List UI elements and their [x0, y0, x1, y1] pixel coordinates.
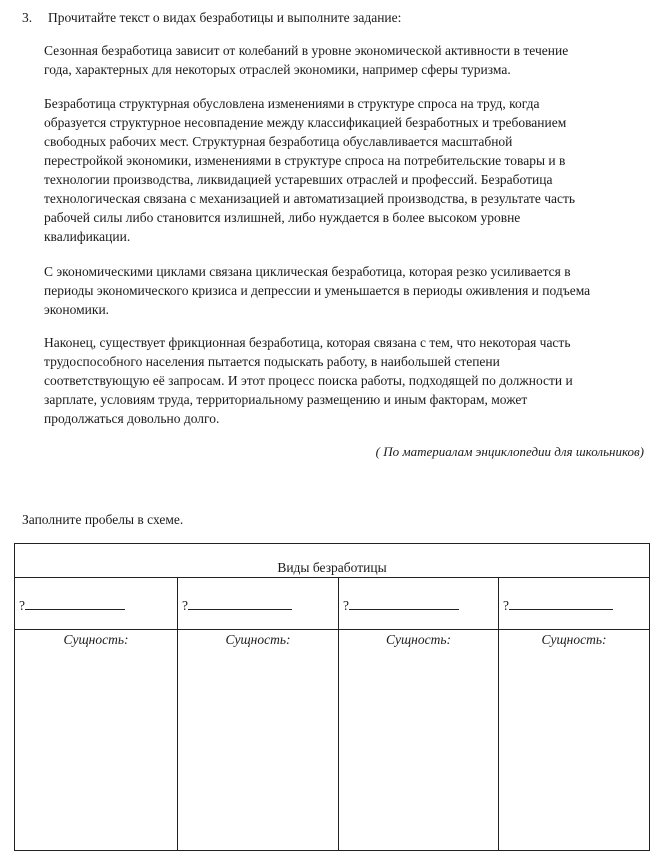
instruction-text: Заполните пробелы в схеме.	[22, 512, 184, 527]
paragraph-line: трудоспособного населения пытается подыскать работу, в наибольшей степени	[44, 354, 500, 369]
paragraph-line: Безработица структурная обусловлена изменениями в структуре спроса на труд, когда	[44, 96, 540, 111]
scheme-column	[498, 578, 649, 850]
paragraph-line: периоды экономического кризиса и депрессии и уменьшается в периоды оживления и подъема	[44, 283, 591, 298]
unemployment-scheme-table	[14, 543, 650, 851]
paragraph-line: зарплате, условиям труда, территориальному размещению и иным факторам, может	[44, 392, 528, 407]
blank-underline	[25, 598, 125, 610]
question-mark: ?	[503, 598, 509, 613]
blank-underline	[509, 598, 613, 610]
paragraph-line: С экономическими циклами связана циклическая безработица, которая резко усиливается в	[44, 264, 571, 279]
source-citation: ( По материалам энциклопедии для школьников)	[375, 444, 644, 459]
paragraph-cyclical	[44, 262, 622, 319]
type-blank-field[interactable]	[178, 578, 338, 630]
type-blank-field[interactable]	[15, 578, 177, 630]
paragraph-line: свободных рабочих мест. Структурная безработица обуславливается масштабной	[44, 134, 513, 149]
essence-label: Сущность:	[385, 632, 451, 647]
paragraph-line: Сезонная безработица зависит от колебаний в уровне экономической активности в течение	[44, 43, 569, 58]
paragraph-line: перестройкой экономики, изменениями в структуре спроса на потребительские товары и в	[44, 153, 566, 168]
blank-underline	[188, 598, 292, 610]
paragraph-line: технологическая связана с механизацией и автоматизацией производства, в результате часть	[44, 191, 576, 206]
paragraph-line: рабочей силы либо становится излишней, либо нуждается в более высоком уровне	[44, 210, 521, 225]
type-blank-field[interactable]	[499, 578, 649, 630]
scheme-title: Виды безработицы	[15, 544, 649, 578]
paragraph-line: образуется структурное несовпадение между классификацией безработных и требованием	[44, 115, 567, 130]
paragraph-line: соответствующую её запросам. И этот процесс поиска работы, подходящей по должности и	[44, 373, 573, 388]
paragraph-line: Наконец, существует фрикционная безработица, которая связана с тем, что некоторая часть	[44, 335, 571, 350]
scheme-column	[15, 578, 177, 850]
essence-label: Сущность:	[63, 632, 129, 647]
task-number: 3.	[22, 10, 33, 25]
scheme-column	[338, 578, 498, 850]
type-blank-field[interactable]	[339, 578, 498, 630]
task-header	[22, 10, 401, 26]
paragraph-line: продолжаться довольно долго.	[44, 411, 220, 426]
question-mark: ?	[343, 598, 349, 613]
essence-label: Сущность:	[225, 632, 291, 647]
paragraph-frictional	[44, 333, 622, 428]
question-mark: ?	[19, 598, 25, 613]
scheme-column	[177, 578, 338, 850]
paragraph-seasonal	[44, 41, 622, 79]
essence-label: Сущность:	[541, 632, 607, 647]
paragraph-structural	[44, 94, 622, 246]
paragraph-line: квалификации.	[44, 229, 131, 244]
paragraph-line: экономики.	[44, 302, 110, 317]
task-text: Прочитайте текст о видах безработицы и выполните задание:	[48, 10, 402, 25]
blank-underline	[349, 598, 459, 610]
question-mark: ?	[182, 598, 188, 613]
paragraph-line: технологии производства, ликвидацией устаревших отраслей и профессий. Безработица	[44, 172, 553, 187]
paragraph-line: года, характерных для некоторых отраслей экономики, например сферы туризма.	[44, 62, 511, 77]
